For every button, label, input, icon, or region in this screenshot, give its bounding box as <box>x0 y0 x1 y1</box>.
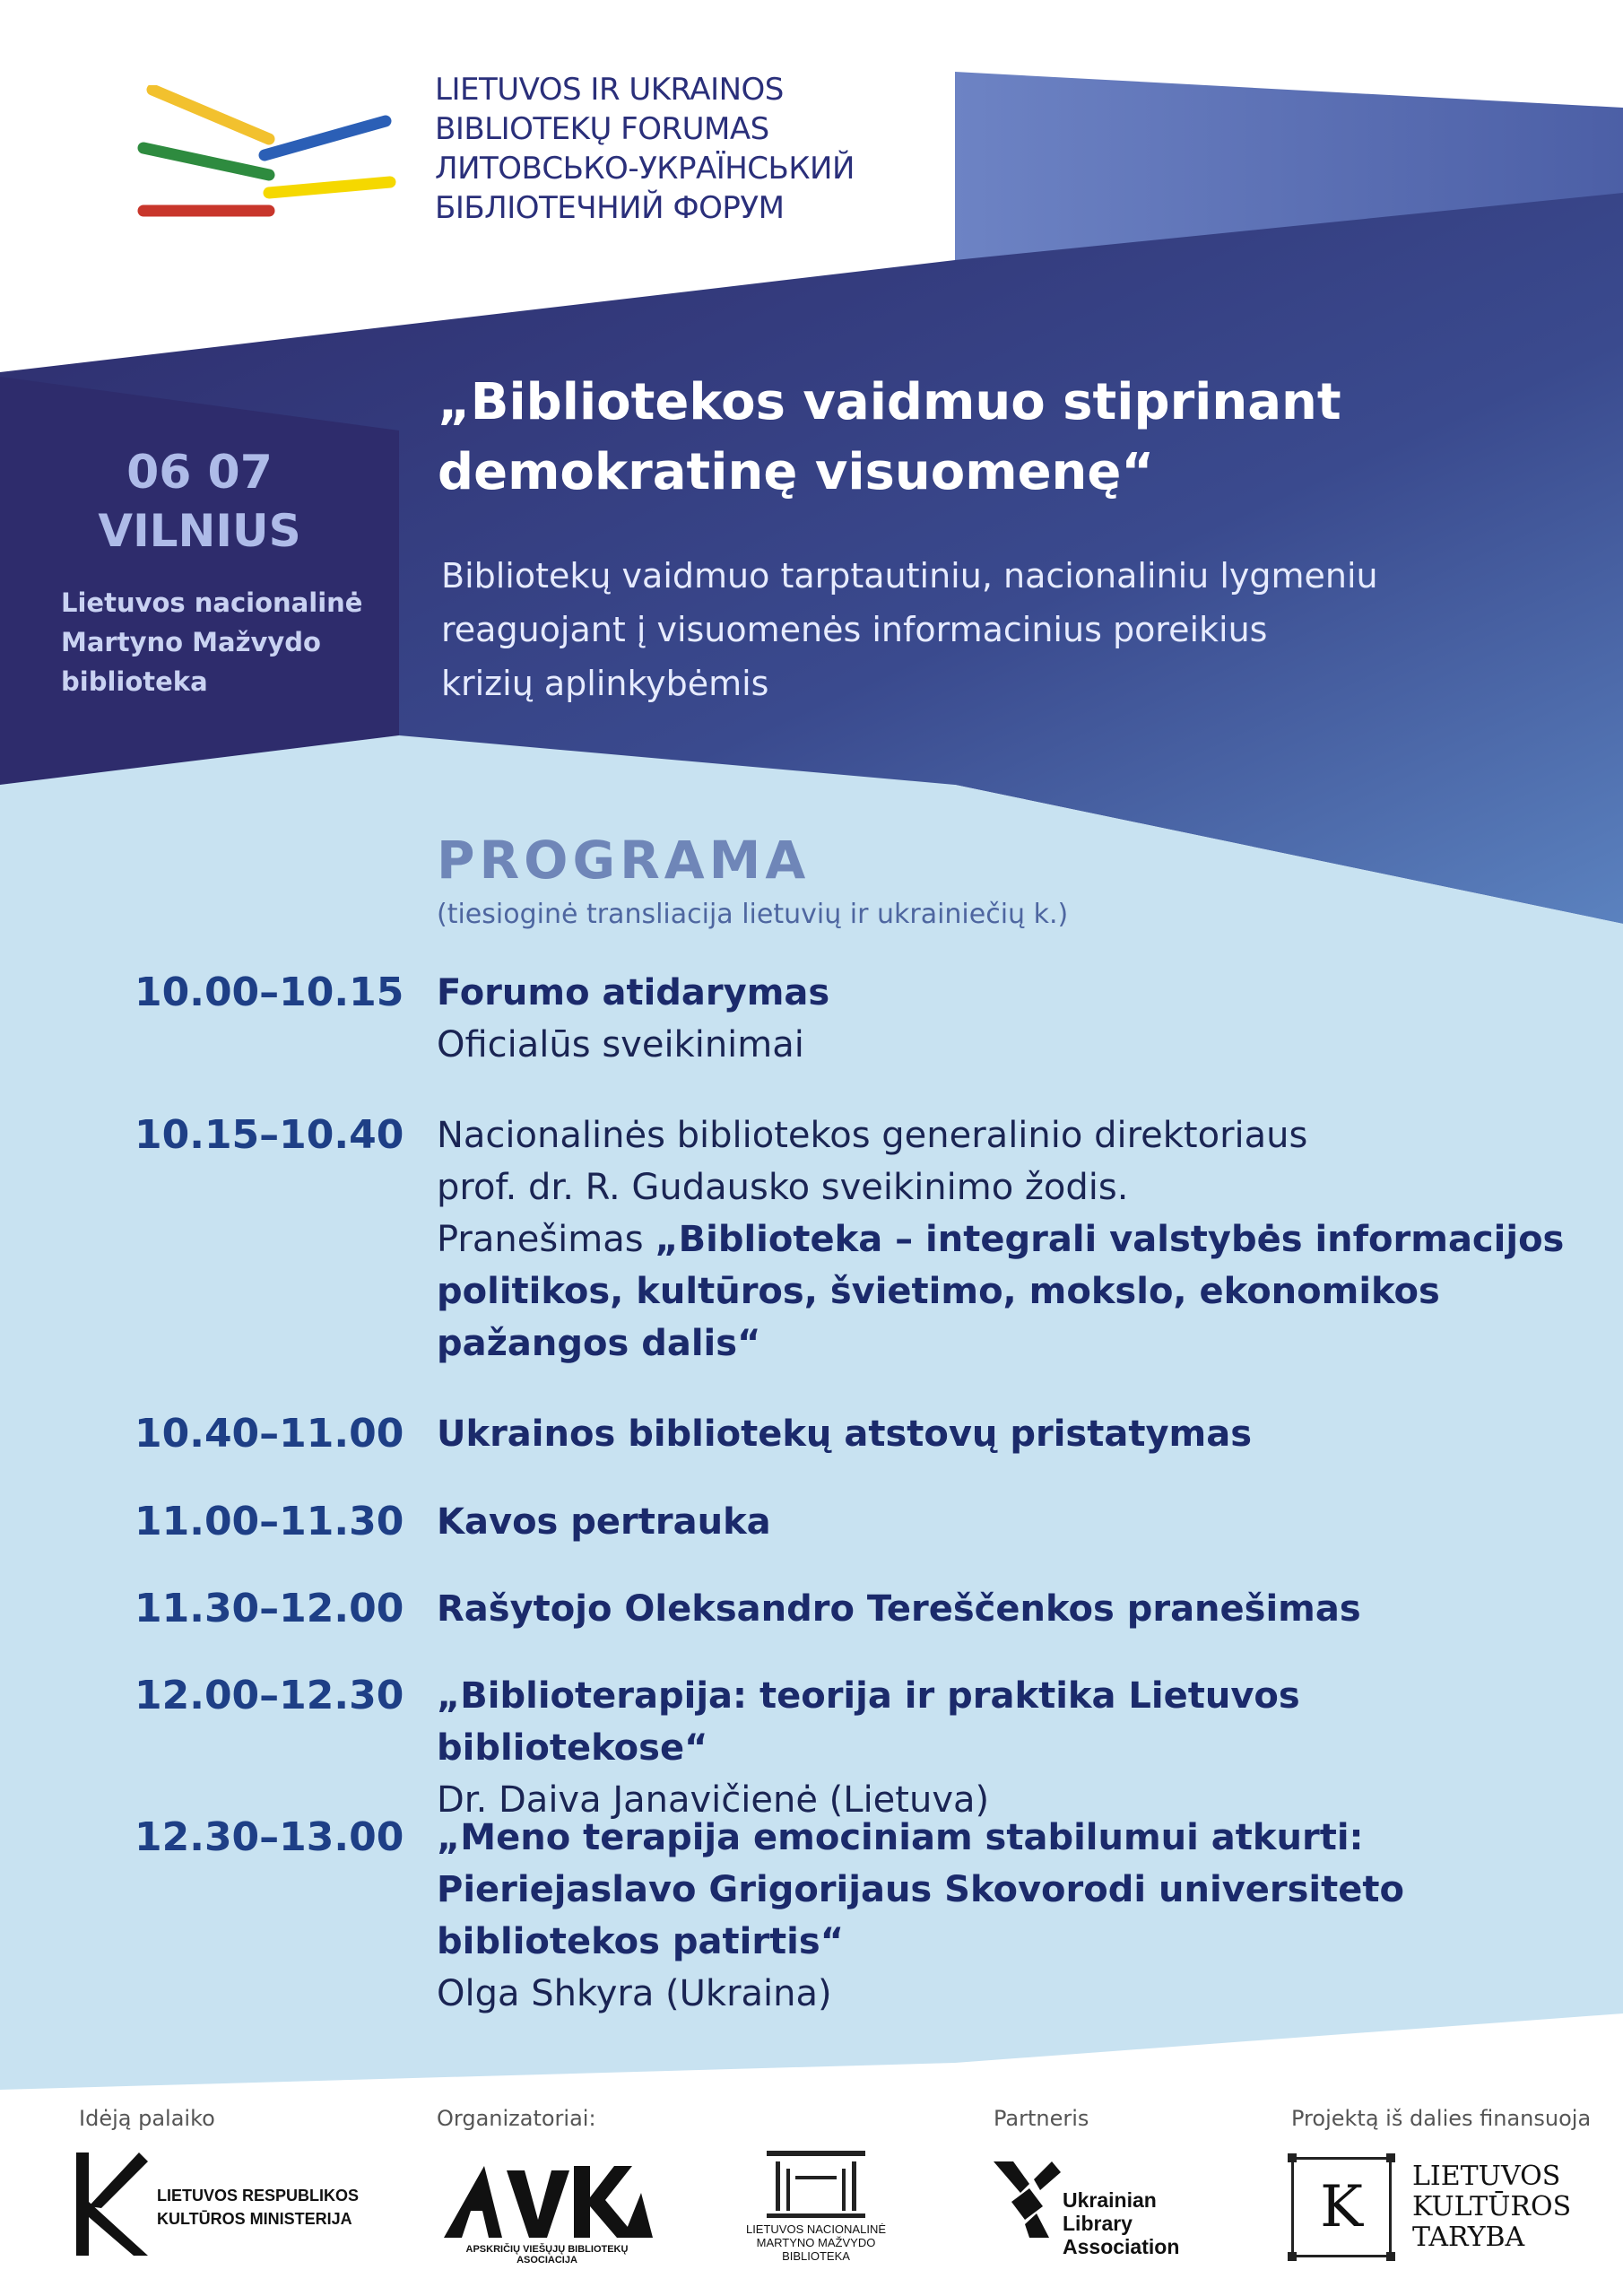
program-description <box>437 1812 1567 2020</box>
organizers-label: Organizatoriai: <box>437 2106 596 2131</box>
program-description <box>437 1408 1567 1460</box>
program-line-text: Rašytojo Oleksandro Tereščenkos pranešimas <box>437 1588 1361 1630</box>
funder-label: Projektą iš dalies finansuoja <box>1291 2106 1592 2131</box>
forum-name <box>435 70 855 228</box>
program-line-text: Kavos pertrauka <box>437 1501 771 1543</box>
logo-stripe-blue <box>265 121 386 155</box>
program-line <box>437 1812 1567 1864</box>
lnb-name-line: LIETUVOS NACIONALINĖ <box>745 2222 887 2236</box>
program-line-text: Ukrainos bibliotekų atstovų pristatymas <box>437 1413 1253 1455</box>
program-time: 10.15–10.40 <box>135 1112 404 1158</box>
lkt-corner <box>1386 2252 1395 2261</box>
forum-name-line: BIBLIOTEKŲ FORUMAS <box>435 111 769 147</box>
ula-name-line: Library <box>1063 2212 1133 2235</box>
lkt-name <box>1412 2161 1571 2253</box>
partner-label: Partneris <box>994 2106 1089 2131</box>
lkt-corner <box>1386 2153 1395 2162</box>
program-time: 10.00–10.15 <box>135 970 404 1015</box>
avba-logo-icon <box>439 2157 655 2242</box>
program-time: 12.00–12.30 <box>135 1673 404 1718</box>
supports-label: Idėją palaiko <box>79 2106 215 2131</box>
lkt-corner <box>1288 2252 1297 2261</box>
program-line-text: Nacionalinės bibliotekos generalinio direktoriaus <box>437 1115 1308 1156</box>
lkt-logo-icon <box>1291 2157 1392 2257</box>
forum-name-line: БІБЛІОТЕЧНИЙ ФОРУМ <box>435 190 785 226</box>
program-line <box>437 1408 1567 1460</box>
event-title: „Bibliotekos vaidmuo stiprinant demokratinę visuomenę“ <box>438 373 1341 501</box>
program-line <box>437 1670 1567 1774</box>
program-line <box>437 967 1567 1019</box>
program-line-text: pažangos dalis“ <box>437 1323 761 1364</box>
program-line <box>437 1583 1567 1635</box>
lnb-name-line: BIBLIOTEKA <box>782 2249 850 2263</box>
program-line <box>437 1109 1567 1161</box>
program-heading: PROGRAMA <box>437 830 811 891</box>
program-line <box>437 1019 1567 1071</box>
program-line-text: „Meno terapija emociniam stabilumui atkurti: <box>437 1817 1364 1858</box>
program-line-highlight: „Biblioteka – integrali valstybės informacijos <box>655 1219 1565 1260</box>
program-line-text: Pieriejaslavo Grigorijaus Skovorodi universiteto <box>437 1869 1404 1910</box>
event-date: 06 07 <box>126 446 273 500</box>
program-line <box>437 1864 1567 1916</box>
event-venue: Lietuvos nacionalinė Martyno Mažvydo biblioteka <box>61 587 363 697</box>
lkt-corner <box>1288 2153 1297 2162</box>
lkt-name-line: KULTŪROS <box>1412 2191 1572 2222</box>
program-time: 10.40–11.00 <box>135 1411 404 1457</box>
lnb-name-line: MARTYNO MAŽVYDO <box>756 2236 876 2249</box>
program-description <box>437 1109 1567 1370</box>
logo-stripe-green <box>143 148 269 175</box>
program-line-text: Oficialūs sveikinimai <box>437 1024 804 1065</box>
program-description <box>437 1496 1567 1548</box>
program-line <box>437 1161 1567 1213</box>
lnb-name <box>717 2222 915 2263</box>
program-line-text: politikos, kultūros, švietimo, mokslo, ekonomikos <box>437 1271 1440 1312</box>
program-line <box>437 1213 1567 1265</box>
avba-name: APSKRIČIŲ VIEŠŲJŲ BIBLIOTEKŲ ASOCIACIJA <box>465 2244 629 2266</box>
program-description <box>437 1670 1567 1826</box>
ministry-name-line: KULTŪROS MINISTERIJA <box>157 2210 352 2228</box>
program-description <box>437 1583 1567 1635</box>
event-subtitle: Bibliotekų vaidmuo tarptautiniu, nacionaliniu lygmeniu reaguojant į visuomenės informacinius poreikius krizių aplinkybėmis <box>441 556 1378 703</box>
ula-name-line: Association <box>1063 2235 1180 2258</box>
ministry-logo-icon <box>76 2152 148 2256</box>
program-time: 11.00–11.30 <box>135 1499 404 1544</box>
program-line <box>437 1968 1567 2020</box>
ministry-name <box>157 2184 359 2231</box>
program-line-text: „Biblioterapija: teorija ir praktika Lietuvos bibliotekose“ <box>437 1675 1300 1769</box>
program-time: 12.30–13.00 <box>135 1814 404 1860</box>
program-line-text: bibliotekos patirtis“ <box>437 1921 844 1962</box>
program-line-text: Forumo atidarymas <box>437 972 830 1013</box>
program-line-text: prof. dr. R. Gudausko sveikinimo žodis. <box>437 1167 1129 1208</box>
program-line <box>437 1265 1567 1318</box>
ula-name <box>1063 2188 1179 2258</box>
program-description <box>437 967 1567 1071</box>
lkt-name-line: LIETUVOS <box>1412 2161 1561 2192</box>
program-line <box>437 1496 1567 1548</box>
forum-name-line: LIETUVOS IR UKRAINOS <box>435 72 784 108</box>
forum-logo-icon <box>135 85 404 229</box>
date-box <box>0 377 399 785</box>
ula-name-line: Ukrainian <box>1063 2188 1157 2212</box>
ula-logo-icon <box>994 2161 1061 2238</box>
program-line <box>437 1916 1567 1968</box>
program-line-text: Pranešimas <box>437 1219 655 1260</box>
program-line-text: Olga Shkyra (Ukraina) <box>437 1973 832 2014</box>
logo-stripe-yellow <box>152 90 269 139</box>
lnb-logo-icon <box>767 2151 865 2218</box>
program-line <box>437 1318 1567 1370</box>
lkt-name-line: TARYBA <box>1412 2222 1525 2253</box>
program-note: (tiesioginė transliacija lietuvių ir ukrainiečių k.) <box>437 899 1069 930</box>
program-time: 11.30–12.00 <box>135 1586 404 1631</box>
forum-name-line: ЛИТОВСЬКО-УКРАЇНСЬКИЙ <box>435 151 855 187</box>
program-line-text: Dr. Daiva Janavičienė (Lietuva) <box>437 1779 990 1821</box>
event-city: VILNIUS <box>98 505 301 557</box>
ministry-name-line: LIETUVOS RESPUBLIKOS <box>157 2187 360 2205</box>
logo-stripe-light-yellow <box>269 182 390 193</box>
lkt-letter: K <box>1320 2174 1363 2240</box>
